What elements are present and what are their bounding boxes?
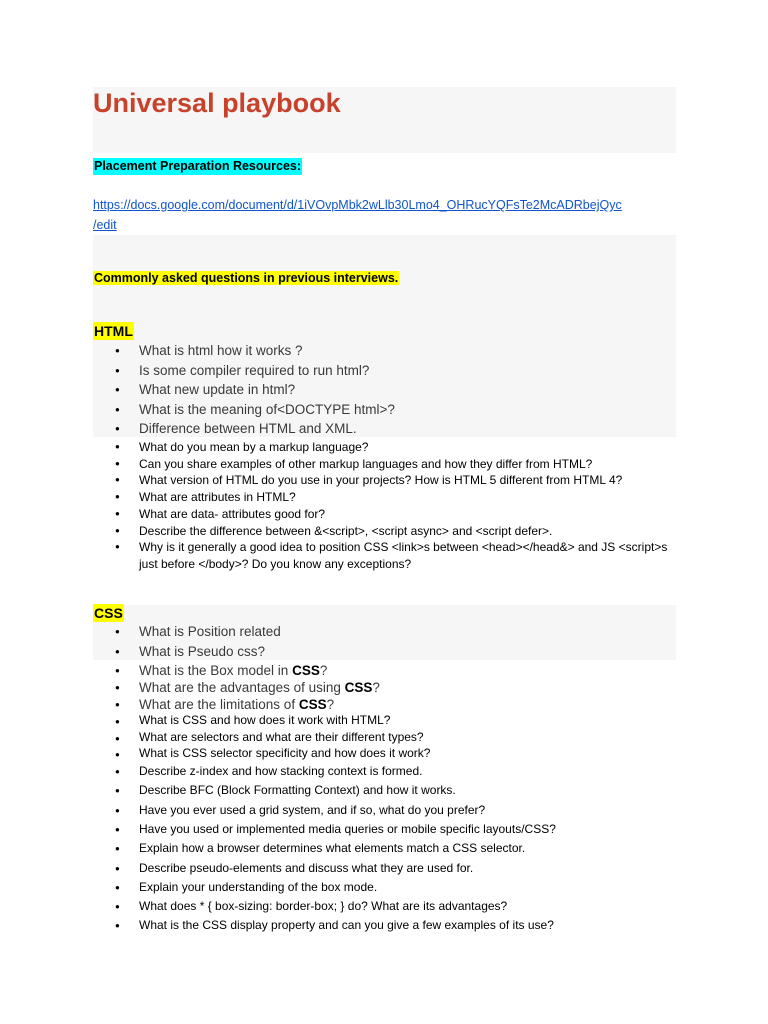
list-item: ● What is Position related <box>0 622 768 642</box>
list-item: ● Is some compiler required to run html? <box>0 361 768 381</box>
list-item: ● What are the advantages of using CSS? <box>0 679 768 696</box>
list-item: ● Describe BFC (Block Formatting Context) and how it works. <box>0 781 768 800</box>
css-heading: CSS <box>94 605 123 621</box>
resource-link-line1[interactable]: https://docs.google.com/document/d/1iVOvpMbk2wLlb30Lmo4_OHRucYQFsTe2McADRbejQyc <box>93 198 622 212</box>
list-item: ● Describe the difference between &<script>, <script async> and <script defer>. <box>0 523 768 540</box>
list-item: ● What do you mean by a markup language? <box>0 439 768 456</box>
list-item: ● What is CSS selector specificity and how does it work? <box>0 745 768 762</box>
commonly-asked-heading: Commonly asked questions in previous interviews. <box>94 271 399 285</box>
list-item: ● What does * { box-sizing: border-box; } do? What are its advantages? <box>0 897 768 916</box>
list-item: ● Why is it generally a good idea to position CSS <link>s between <head></head&> and JS <script>s just before </body>? Do you know any exceptions? <box>0 539 768 572</box>
list-item: ● What is CSS and how does it work with HTML? <box>0 712 768 729</box>
list-item: ● What are attributes in HTML? <box>0 489 768 506</box>
list-item: ● Can you share examples of other markup languages and how they differ from HTML? <box>0 456 768 473</box>
list-item: ● What version of HTML do you use in your projects? How is HTML 5 different from HTML 4? <box>0 472 768 489</box>
list-item: ● Describe pseudo-elements and discuss what they are used for. <box>0 859 768 878</box>
list-item: ● Explain how a browser determines what elements match a CSS selector. <box>0 839 768 858</box>
resources-label: Placement Preparation Resources: <box>94 159 302 173</box>
html-heading: HTML <box>94 323 133 339</box>
list-item: ● What is the Box model in CSS? <box>0 662 768 679</box>
page-title: Universal playbook <box>93 88 341 118</box>
css-small-list <box>0 712 768 936</box>
list-item: ● What are data- attributes good for? <box>0 506 768 523</box>
html-small-list <box>0 439 768 573</box>
list-item: ● What are selectors and what are their different types? <box>0 729 768 746</box>
list-item: ● Describe z-index and how stacking context is formed. <box>0 762 768 781</box>
list-item: ● Difference between HTML and XML. <box>0 419 768 439</box>
list-item: ● What are the limitations of CSS? <box>0 696 768 713</box>
list-item: ● Have you ever used a grid system, and if so, what do you prefer? <box>0 801 768 820</box>
list-item: ● What new update in html? <box>0 380 768 400</box>
resource-link-line2[interactable]: /edit <box>93 218 117 232</box>
list-item: ● Have you used or implemented media queries or mobile specific layouts/CSS? <box>0 820 768 839</box>
css-mid-list <box>0 662 768 713</box>
list-item: ● What is Pseudo css? <box>0 642 768 662</box>
list-item: ● What is the meaning of<DOCTYPE html>? <box>0 400 768 420</box>
list-item: ● What is the CSS display property and can you give a few examples of its use? <box>0 916 768 935</box>
list-item: ● Explain your understanding of the box mode. <box>0 878 768 897</box>
css-big-list <box>0 622 768 661</box>
html-big-list <box>0 341 768 439</box>
list-item: ● What is html how it works ? <box>0 341 768 361</box>
